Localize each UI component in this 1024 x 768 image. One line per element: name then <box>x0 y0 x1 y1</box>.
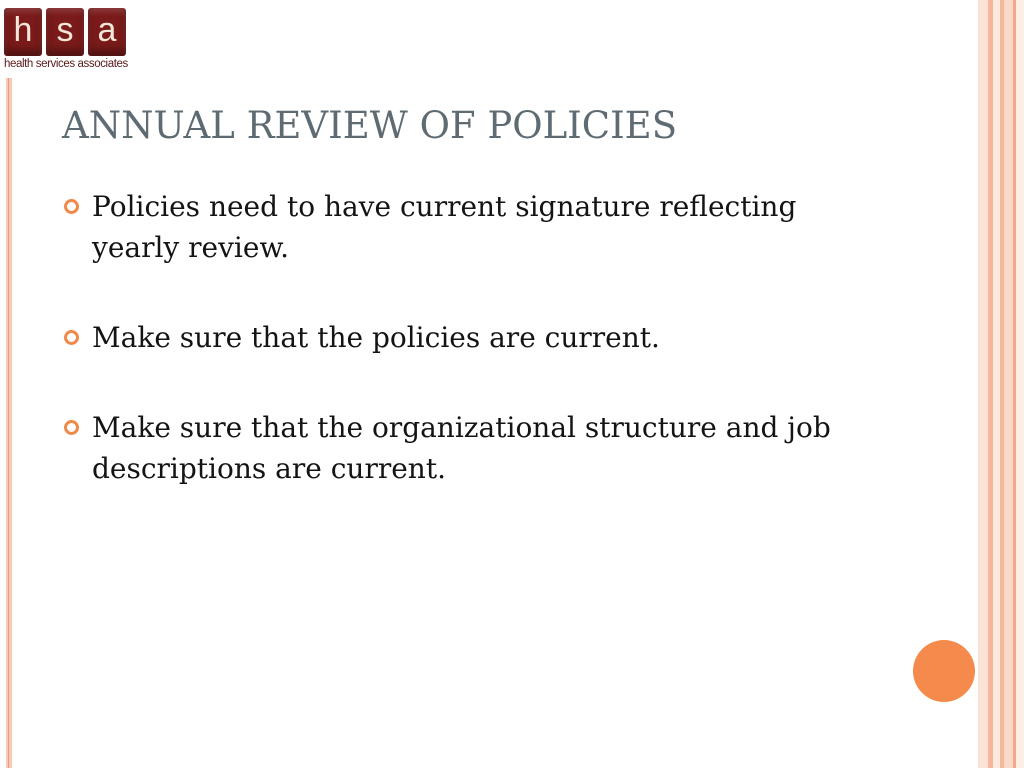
slide-title: ANNUAL REVIEW OF POLICIES <box>62 104 678 147</box>
hsa-logo <box>4 8 126 76</box>
circle-bullet-icon <box>64 420 79 435</box>
right-decor-stripe <box>1004 0 1013 768</box>
logo-tiles <box>4 8 126 56</box>
decorative-orange-circle <box>913 640 975 702</box>
bullet-item <box>62 317 882 358</box>
logo-letter-h: h <box>4 8 42 56</box>
circle-bullet-icon <box>64 199 79 214</box>
bullet-item <box>62 407 882 489</box>
circle-bullet-icon <box>64 330 79 345</box>
bullet-list <box>62 186 882 538</box>
bullet-text: Make sure that the organizational structure and job descriptions are current. <box>92 411 831 485</box>
left-border-line <box>8 78 9 768</box>
right-decor-stripe <box>993 0 1000 768</box>
logo-letter-a: a <box>88 8 126 56</box>
bullet-text: Policies need to have current signature reflecting yearly review. <box>92 190 797 264</box>
logo-caption: health services associates <box>4 58 128 70</box>
bullet-text: Make sure that the policies are current. <box>92 321 660 354</box>
logo-letter-s: s <box>46 8 84 56</box>
bullet-item <box>62 186 882 268</box>
left-border-stripe <box>6 78 12 768</box>
right-decor-stripe <box>978 0 988 768</box>
right-decor-stripe <box>1016 0 1024 768</box>
